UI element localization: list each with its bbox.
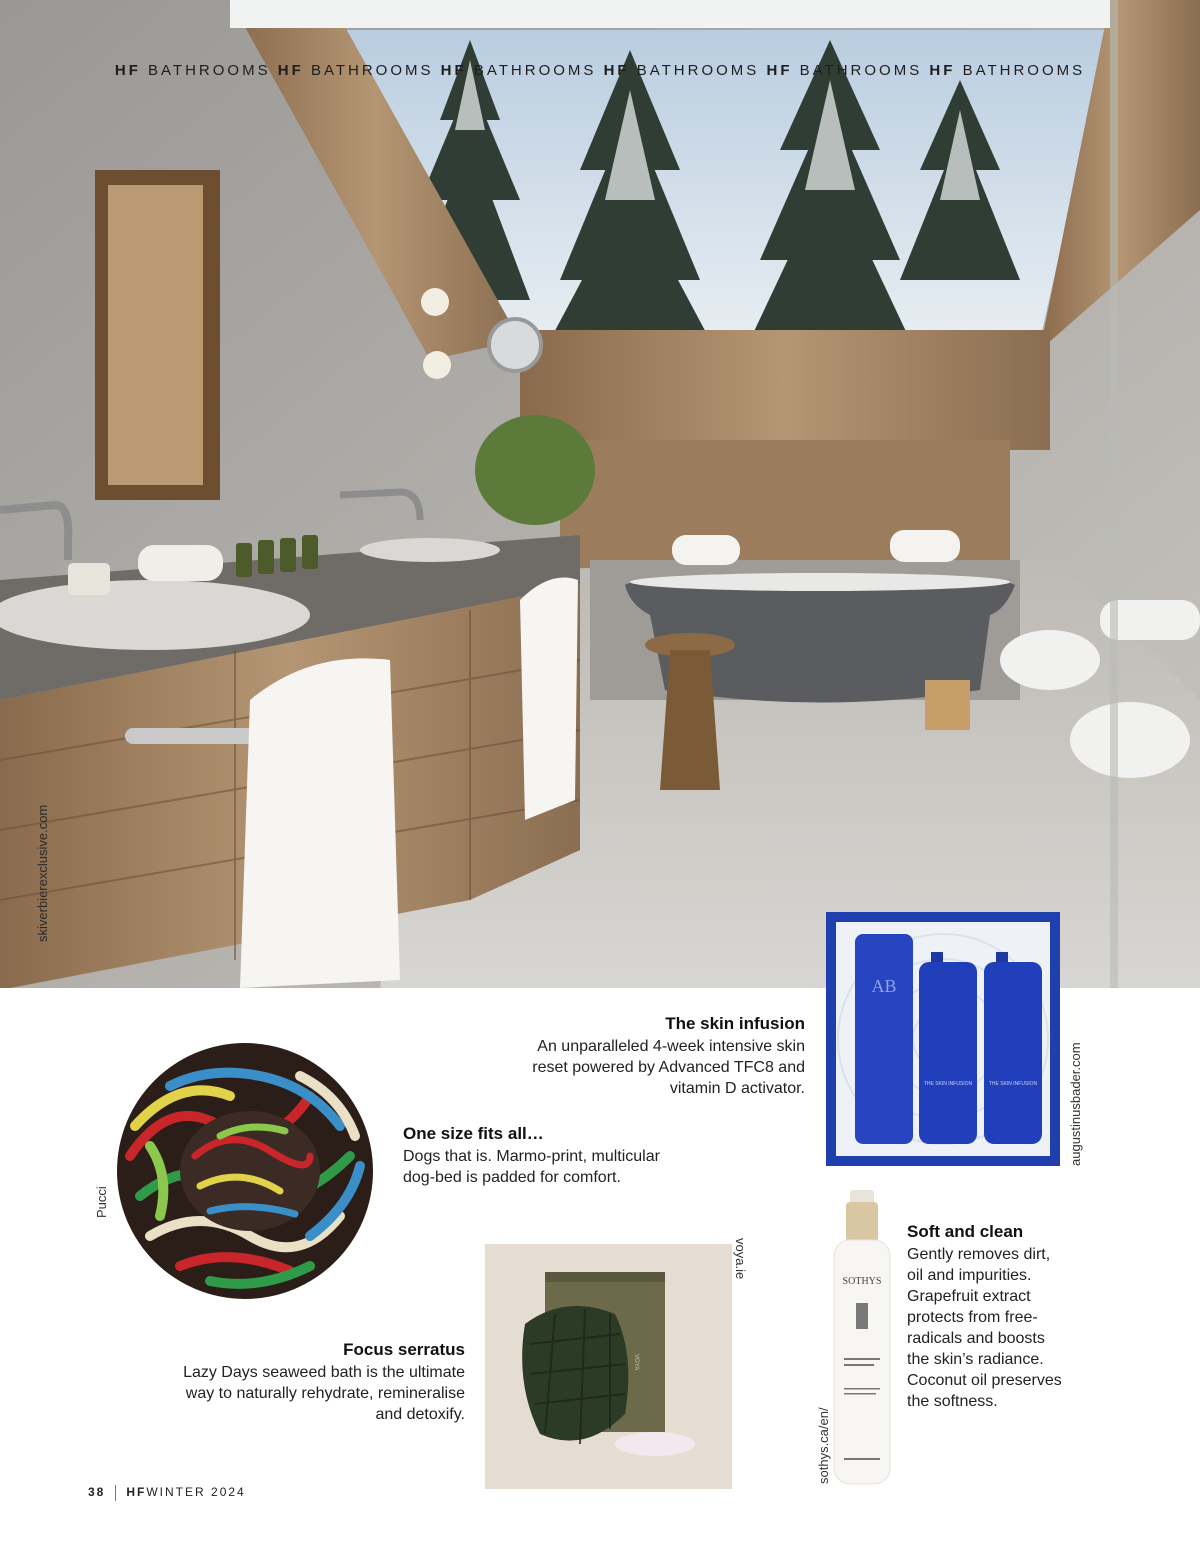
ab-logo-text: AB xyxy=(871,976,897,996)
voya-box-text: VOYA xyxy=(633,1354,639,1371)
skin-infusion-credit: augustinusbader.com xyxy=(1068,1042,1083,1166)
skin-infusion-line: vitamin D activator. xyxy=(669,1080,805,1097)
dog-bed-credit: Pucci xyxy=(94,1186,109,1218)
hero-photo-credit: skiverbierexclusive.com xyxy=(35,804,50,942)
seaweed-bath-product-image xyxy=(485,1244,732,1489)
skin-infusion-line: reset powered by Advanced TFC8 and xyxy=(532,1059,805,1076)
dog-bed-product-image xyxy=(110,1036,380,1306)
skin-infusion-product-image xyxy=(826,912,1060,1166)
seaweed-line: and detoxify. xyxy=(375,1406,465,1423)
dog-bed-line: dog-bed is padded for comfort. xyxy=(403,1169,621,1186)
dog-bed-title: One size fits all… xyxy=(403,1124,544,1143)
cleanser-caption xyxy=(907,1222,1107,1412)
cleanser-line: the skin’s radiance. xyxy=(907,1351,1044,1368)
header-segment: HF BATHROOMS xyxy=(440,62,597,79)
header-segment: HF BATHROOMS xyxy=(603,62,760,79)
header-segment: HF BATHROOMS xyxy=(114,62,271,79)
seaweed-credit: voya.ie xyxy=(733,1238,748,1280)
sothys-brand-text: SOTHYS xyxy=(842,1276,882,1287)
cleanser-line: protects from free- xyxy=(907,1309,1038,1326)
section-header-strip xyxy=(0,62,1200,79)
header-segment: HF BATHROOMS xyxy=(277,62,434,79)
skin-infusion-caption xyxy=(450,1014,805,1099)
seaweed-line: Lazy Days seaweed bath is the ultimate xyxy=(183,1364,465,1381)
page-footer xyxy=(88,1485,246,1501)
header-segment: HF BATHROOMS xyxy=(929,62,1086,79)
skin-infusion-title: The skin infusion xyxy=(665,1014,805,1033)
cleanser-product-image xyxy=(830,1188,894,1488)
cleanser-title: Soft and clean xyxy=(907,1222,1024,1241)
cleanser-line: the softness. xyxy=(907,1393,998,1410)
footer-issue: WINTER 2024 xyxy=(146,1485,246,1500)
page-number: 38 xyxy=(88,1485,106,1500)
cleanser-credit: sothys.ca/en/ xyxy=(816,1407,831,1484)
svg-text:THE SKIN INFUSION: THE SKIN INFUSION xyxy=(988,1081,1038,1087)
cleanser-line: oil and impurities. xyxy=(907,1267,1032,1284)
footer-brand: HF xyxy=(126,1485,147,1500)
footer-divider xyxy=(115,1485,116,1501)
dog-bed-line: Dogs that is. Marmo-print, multicular xyxy=(403,1148,660,1165)
cleanser-line: radicals and boosts xyxy=(907,1330,1045,1347)
seaweed-title: Focus serratus xyxy=(343,1340,465,1359)
cleanser-line: Grapefruit extract xyxy=(907,1288,1031,1305)
cleanser-line: Coconut oil preserves xyxy=(907,1372,1062,1389)
seaweed-line: way to naturally rehydrate, remineralise xyxy=(185,1385,465,1402)
cleanser-line: Gently removes dirt, xyxy=(907,1246,1051,1263)
svg-text:THE SKIN INFUSION: THE SKIN INFUSION xyxy=(923,1081,973,1087)
skin-infusion-line: An unparalleled 4-week intensive skin xyxy=(537,1038,805,1055)
seaweed-caption xyxy=(120,1340,465,1425)
dog-bed-caption xyxy=(403,1124,743,1188)
header-segment: HF BATHROOMS xyxy=(766,62,923,79)
